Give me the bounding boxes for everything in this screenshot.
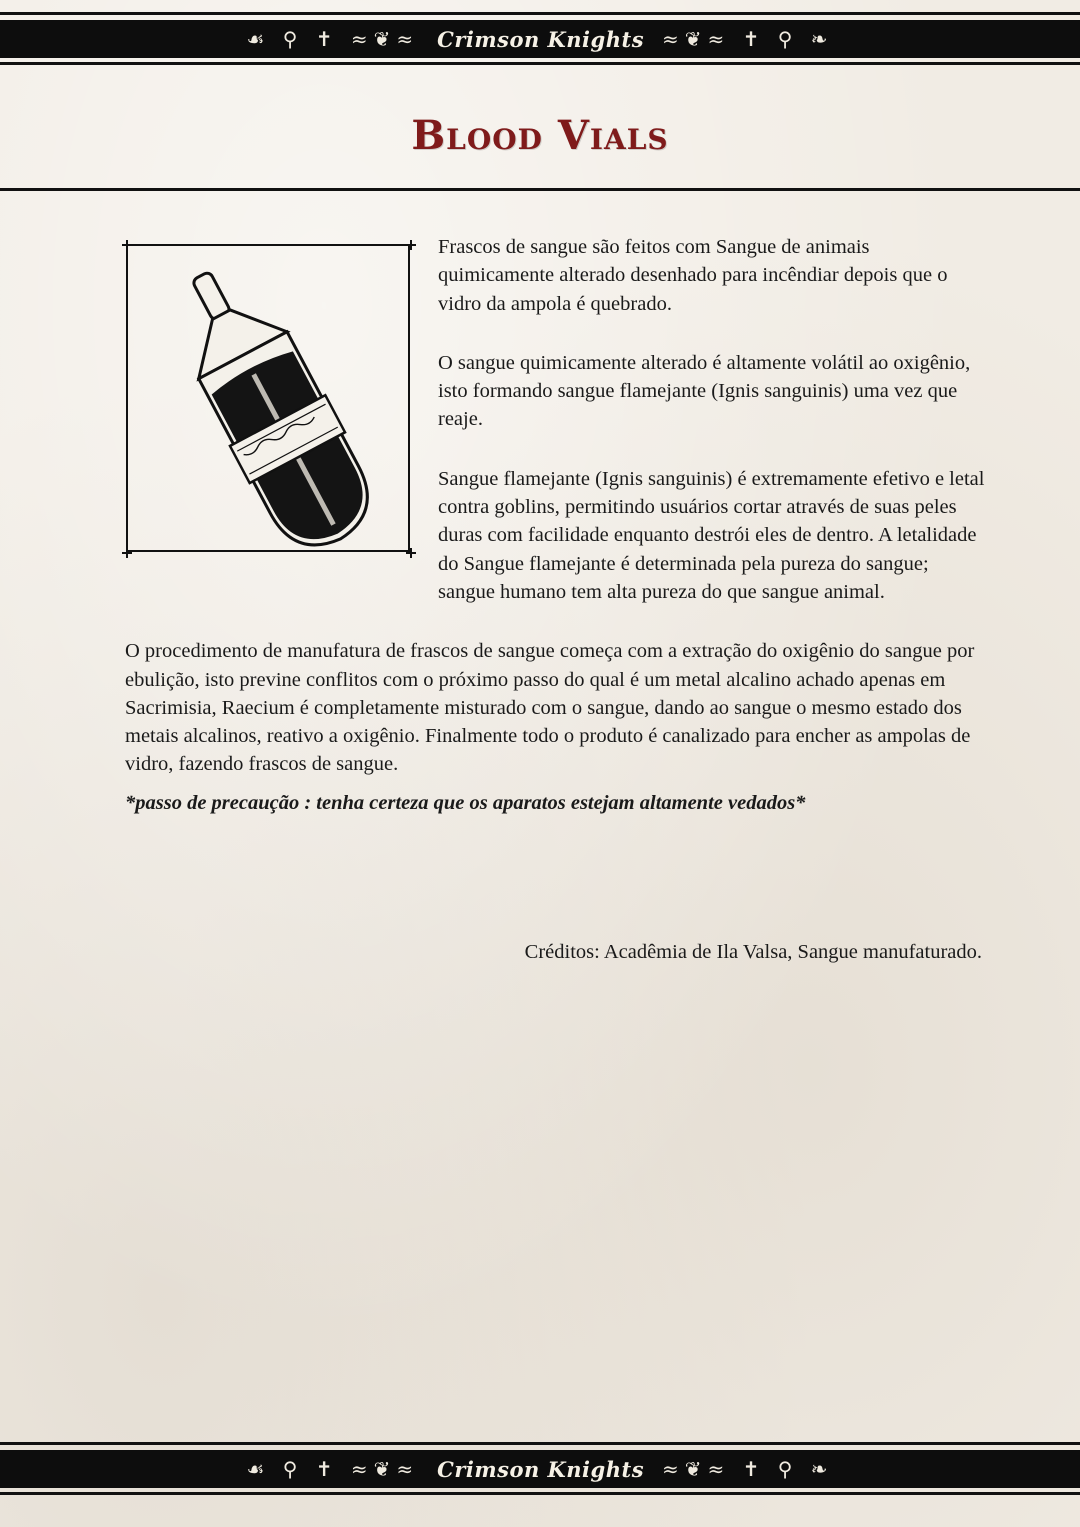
- header-rule-bottom: [0, 62, 1080, 65]
- header-bar: [0, 20, 1080, 58]
- paragraph-effectiveness: Sangue flamejante (Ignis sanguinis) é extremamente efetivo e letal contra goblins, permitindo usuários cortar através de suas peles duras com facilidade enquanto destrói eles de dentro. A letalidade do Sangue flamejante é determinada pela pureza do sangue; sangue humano tem alta pureza do que sangue animal.: [438, 467, 985, 603]
- footer-ornament-left: ☙ ⚲ ✝ ≈❦≈: [246, 1457, 420, 1481]
- paragraph-volatility: O sangue quimicamente alterado é altamente volátil ao oxigênio, isto formando sangue flamejante (Ignis sanguinis) uma vez que reaje.: [438, 351, 971, 431]
- credits-line: Créditos: Acadêmia de Ila Valsa, Sangue manufaturado.: [524, 941, 982, 963]
- footer-brand: Crimson Knights: [437, 1456, 645, 1482]
- page-title: Blood Vials: [411, 112, 669, 159]
- title-divider: [0, 188, 1080, 191]
- footer-bar: [0, 1450, 1080, 1488]
- article-body: [125, 233, 985, 848]
- header-brand: Crimson Knights: [437, 26, 645, 52]
- header-ornament-right: ≈❦≈ ✝ ⚲ ❧: [662, 27, 834, 51]
- footer-banner: [0, 1442, 1080, 1494]
- paragraph-intro: Frascos de sangue são feitos com Sangue de animais quimicamente alterado desenhado para incêndiar depois que o vidro da ampola é quebrado.: [438, 236, 948, 315]
- header-rule-top: [0, 12, 1080, 15]
- header-ornament-left: ☙ ⚲ ✝ ≈❦≈: [246, 27, 420, 51]
- footer-rule-top: [0, 1442, 1080, 1445]
- footer-ornament-right: ≈❦≈ ✝ ⚲ ❧: [662, 1457, 834, 1481]
- illustration-spacer: [125, 233, 438, 578]
- paragraph-manufacturing: O procedimento de manufatura de frascos de sangue começa com a extração do oxigênio do sangue por ebulição, isto previne conflitos com o próximo passo do qual é um metal alcalino achado apenas em Sacrimisia, Raecium é completamente misturado com o sangue, dando ao sangue o mesmo estado dos metais alcalinos, reativo a oxigênio. Finalmente todo o produto é canalizado para encher as ampolas de vidro, fazendo frascos de sangue.: [125, 640, 975, 776]
- footer-rule-bottom: [0, 1492, 1080, 1495]
- precaution-note: *passo de precaução : tenha certeza que os aparatos estejam altamente vedados*: [125, 791, 806, 814]
- header-banner: [0, 12, 1080, 64]
